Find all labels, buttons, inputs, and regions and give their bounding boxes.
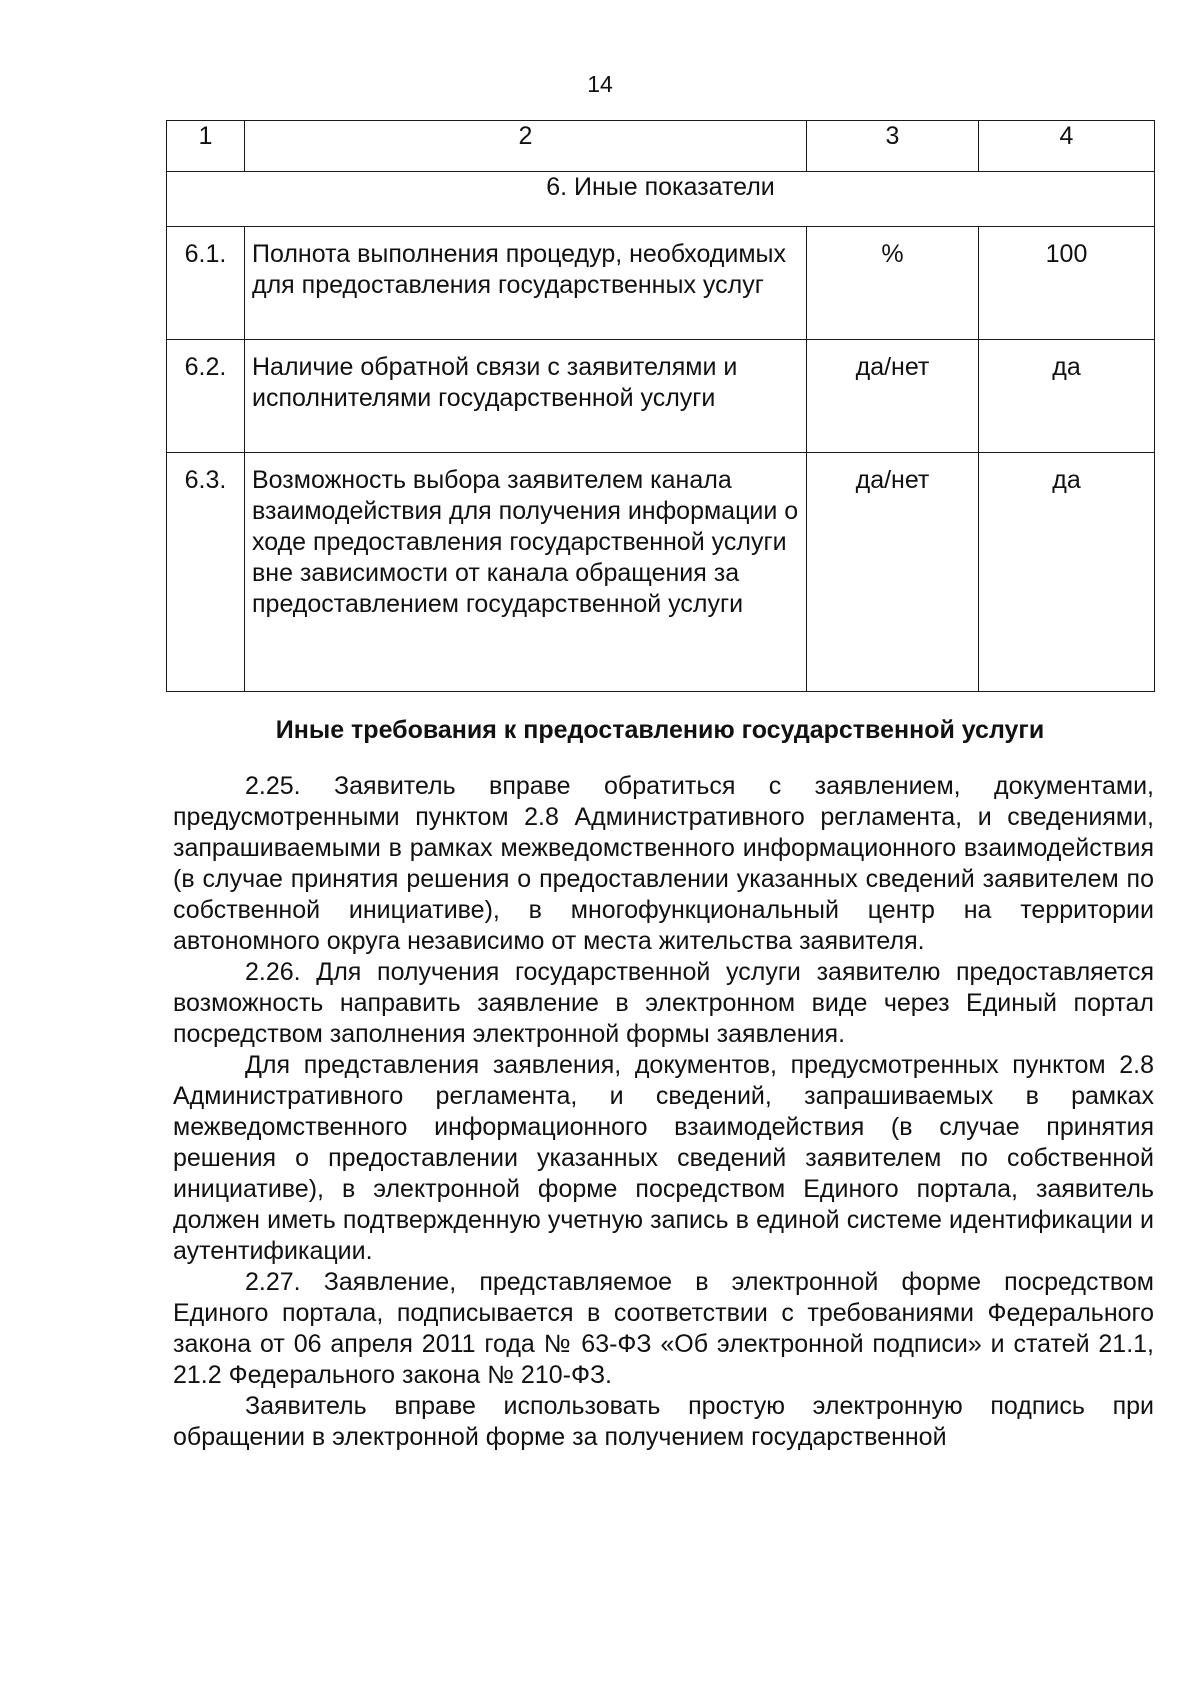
table-row [167,227,1155,340]
section-title: 6. Иные показатели [167,172,1155,227]
paragraph: Заявитель вправе использовать простую электронную подпись при обращении в электронной форме за получением государственной [173,1392,1154,1451]
table-header-row [167,121,1155,172]
body-text [173,771,1154,1453]
indicator-name: Полнота выполнения процедур, необходимых для предоставления государственных услуг [245,227,807,340]
table-section-row [167,172,1155,227]
paragraph-2-25: 2.25. Заявитель вправе обратиться с заявлением, документами, предусмотренными пунктом 2.8 Административного регламента, и сведениями, запрашиваемыми в рамках межведомственного информационного взаимодействия (в случае принятия решения о предоставлении указанных сведений заявителем по собственной инициативе), в многофункциональный центр на территории автономного округа независимо от места жительства заявителя. [173,772,1154,955]
table-row [167,340,1155,453]
indicator-value: да [979,340,1155,453]
row-number: 6.3. [167,453,245,692]
paragraph-2-27: 2.27. Заявление, представляемое в электронной форме посредством Единого портала, подписывается в соответствии с требованиями Федерального закона от 06 апреля 2011 года № 63-ФЗ «Об электронной подписи» и статей 21.1, 21.2 Федерального закона № 210-ФЗ. [173,1268,1154,1389]
page-number: 14 [587,71,613,97]
unit-of-measure: да/нет [807,340,979,453]
indicator-name: Возможность выбора заявителем канала взаимодействия для получения информации о ходе предоставления государственной услуги вне зависимости от канала обращения за предоставлением государственной услуги [245,453,807,692]
row-number: 6.1. [167,227,245,340]
column-header: 4 [979,121,1155,172]
column-header: 1 [167,121,245,172]
section-heading: Иные требования к предоставлению государственной услуги [275,716,1045,744]
paragraph-2-26: 2.26. Для получения государственной услуги заявителю предоставляется возможность направить заявление в электронном виде через Единый портал посредством заполнения электронной формы заявления. [173,958,1154,1048]
indicator-value: 100 [979,227,1155,340]
column-header: 2 [245,121,807,172]
unit-of-measure: % [807,227,979,340]
row-number: 6.2. [167,340,245,453]
table-row [167,453,1155,692]
indicator-value: да [979,453,1155,692]
unit-of-measure: да/нет [807,453,979,692]
column-header: 3 [807,121,979,172]
indicators-table [166,120,1155,692]
paragraph: Для представления заявления, документов, предусмотренных пунктом 2.8 Административного регламента, и сведений, запрашиваемых в рамках межведомственного информационного взаимодействия (в случае принятия решения о предоставлении указанных сведений заявителем по собственной инициативе), в электронной форме посредством Единого портала, заявитель должен иметь подтвержденную учетную запись в единой системе идентификации и аутентификации. [173,1051,1154,1265]
indicator-name: Наличие обратной связи с заявителями и исполнителями государственной услуги [245,340,807,453]
